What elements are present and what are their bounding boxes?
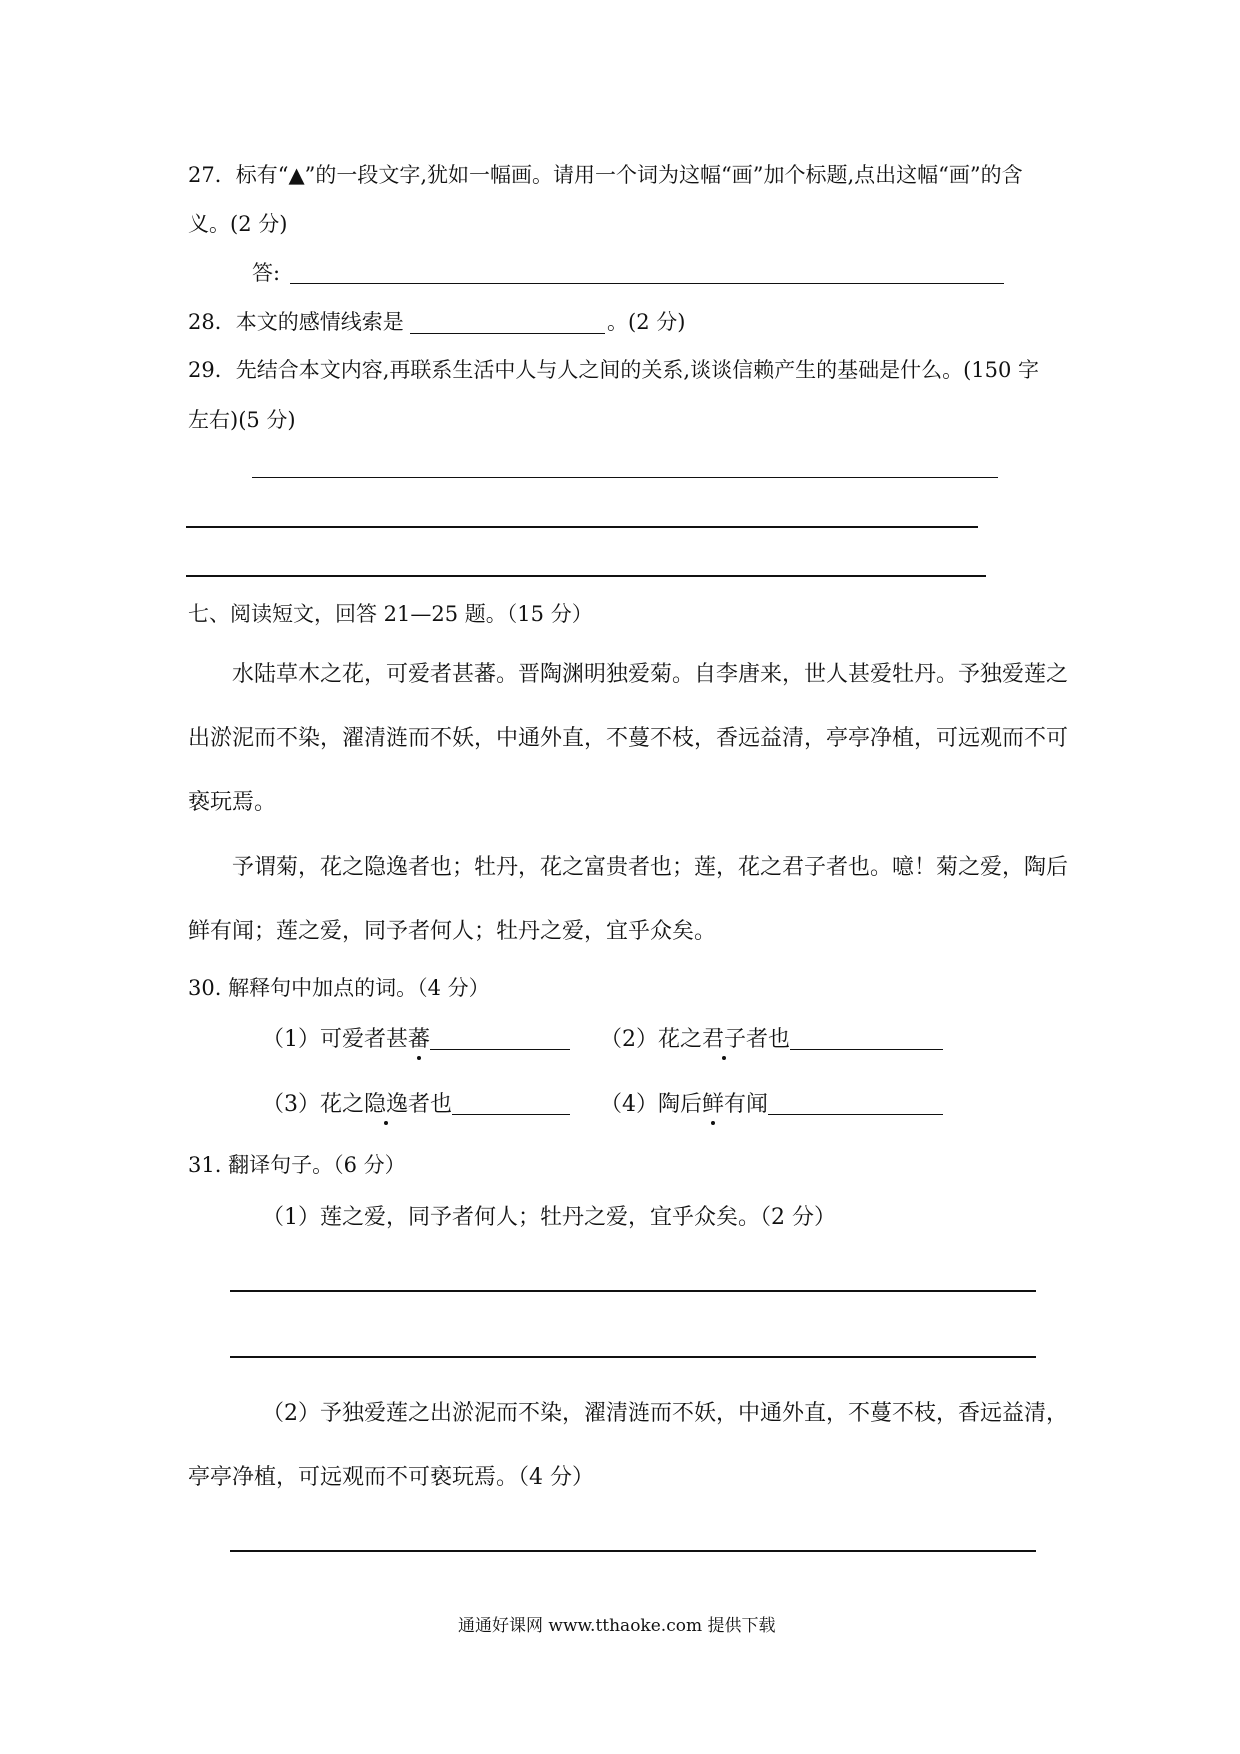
q29-line2: 左右)(5 分) (188, 408, 296, 432)
q30-item-4-post: 有闻 (724, 1092, 769, 1117)
q31-item-1-answer-line-2[interactable] (230, 1356, 1036, 1358)
q30-item-2-blank[interactable] (790, 1027, 943, 1050)
q27-line2: 义。(2 分) (188, 212, 288, 236)
q30-item-2 (600, 1027, 943, 1051)
q30-item-2-dotted-word: 君子 (702, 1027, 747, 1052)
q30-item-3 (262, 1092, 570, 1116)
q30-item-3-blank[interactable] (452, 1092, 570, 1115)
q29-answer-line-1[interactable] (252, 477, 998, 478)
q30-item-3-post: 者也 (408, 1092, 453, 1117)
q30-item-1-dotted-word: 蕃 (408, 1027, 431, 1052)
section-heading: 七、阅读短文，回答 21—25 题。（15 分） (188, 602, 593, 626)
q27-answer-label: 答: (252, 261, 281, 285)
passage-para2-line1: 予谓菊，花之隐逸者也；牡丹，花之富贵者也；莲，花之君子者也。噫！菊之爱，陶后 (232, 855, 1069, 880)
q31-item-1: （1）莲之爱，同予者何人；牡丹之爱，宜乎众矣。（2 分） (262, 1205, 836, 1230)
q31-item-2-answer-line[interactable] (230, 1550, 1036, 1552)
q29-answer-line-3[interactable] (186, 575, 986, 577)
passage-para2-line2: 鲜有闻；莲之爱，同予者何人；牡丹之爱，宜乎众矣。 (188, 919, 717, 944)
q31-item-2-line1: （2）予独爱莲之出淤泥而不染，濯清涟而不妖，中通外直，不蔓不枝，香远益清， (262, 1401, 1068, 1426)
q30-item-4-pre: （4）陶后 (600, 1092, 702, 1117)
q30-item-3-dotted-word: 隐逸 (364, 1092, 409, 1117)
q29-answer-line-2[interactable] (186, 526, 978, 528)
q30-item-4 (600, 1092, 943, 1116)
q30-item-2-post: 者也 (746, 1027, 791, 1052)
q30-item-1-pre: （1）可爱者甚 (262, 1027, 408, 1052)
passage-para1-line1: 水陆草木之花，可爱者甚蕃。晋陶渊明独爱菊。自李唐来，世人甚爱牡丹。予独爱莲之 (232, 662, 1069, 687)
q30-item-1 (262, 1027, 570, 1051)
q28-suffix: 。(2 分) (607, 310, 686, 334)
q30-title: 30. 解释句中加点的词。（4 分） (188, 976, 490, 1000)
q31-item-1-answer-line-1[interactable] (230, 1290, 1036, 1292)
q28-answer-blank[interactable] (410, 333, 605, 334)
passage-para1-line2: 出淤泥而不染，濯清涟而不妖，中通外直，不蔓不枝，香远益清，亭亭净植，可远观而不可 (188, 726, 1069, 751)
footer-text: 通通好课网 www.tthaoke.com 提供下载 (458, 1616, 776, 1636)
q30-item-3-pre: （3）花之 (262, 1092, 364, 1117)
passage-para1-line3: 亵玩焉。 (188, 790, 277, 815)
q30-item-4-blank[interactable] (768, 1092, 943, 1115)
q27-line1: 27．标有“▲”的一段文字,犹如一幅画。请用一个词为这幅“画”加个标题,点出这幅“画”的含 (188, 163, 1023, 187)
q30-item-2-pre: （2）花之 (600, 1027, 702, 1052)
q31-item-2-line2: 亭亭净植，可远观而不可亵玩焉。（4 分） (188, 1465, 594, 1490)
q30-item-4-dotted-word: 鲜 (702, 1092, 725, 1117)
q27-answer-line[interactable] (290, 283, 1004, 284)
q30-item-1-blank[interactable] (430, 1027, 570, 1050)
q29-line1: 29．先结合本文内容,再联系生活中人与人之间的关系,谈谈信赖产生的基础是什么。(150 字 (188, 358, 1040, 382)
q31-title: 31. 翻译句子。（6 分） (188, 1153, 406, 1177)
q28-prefix: 28．本文的感情线索是 (188, 310, 404, 334)
